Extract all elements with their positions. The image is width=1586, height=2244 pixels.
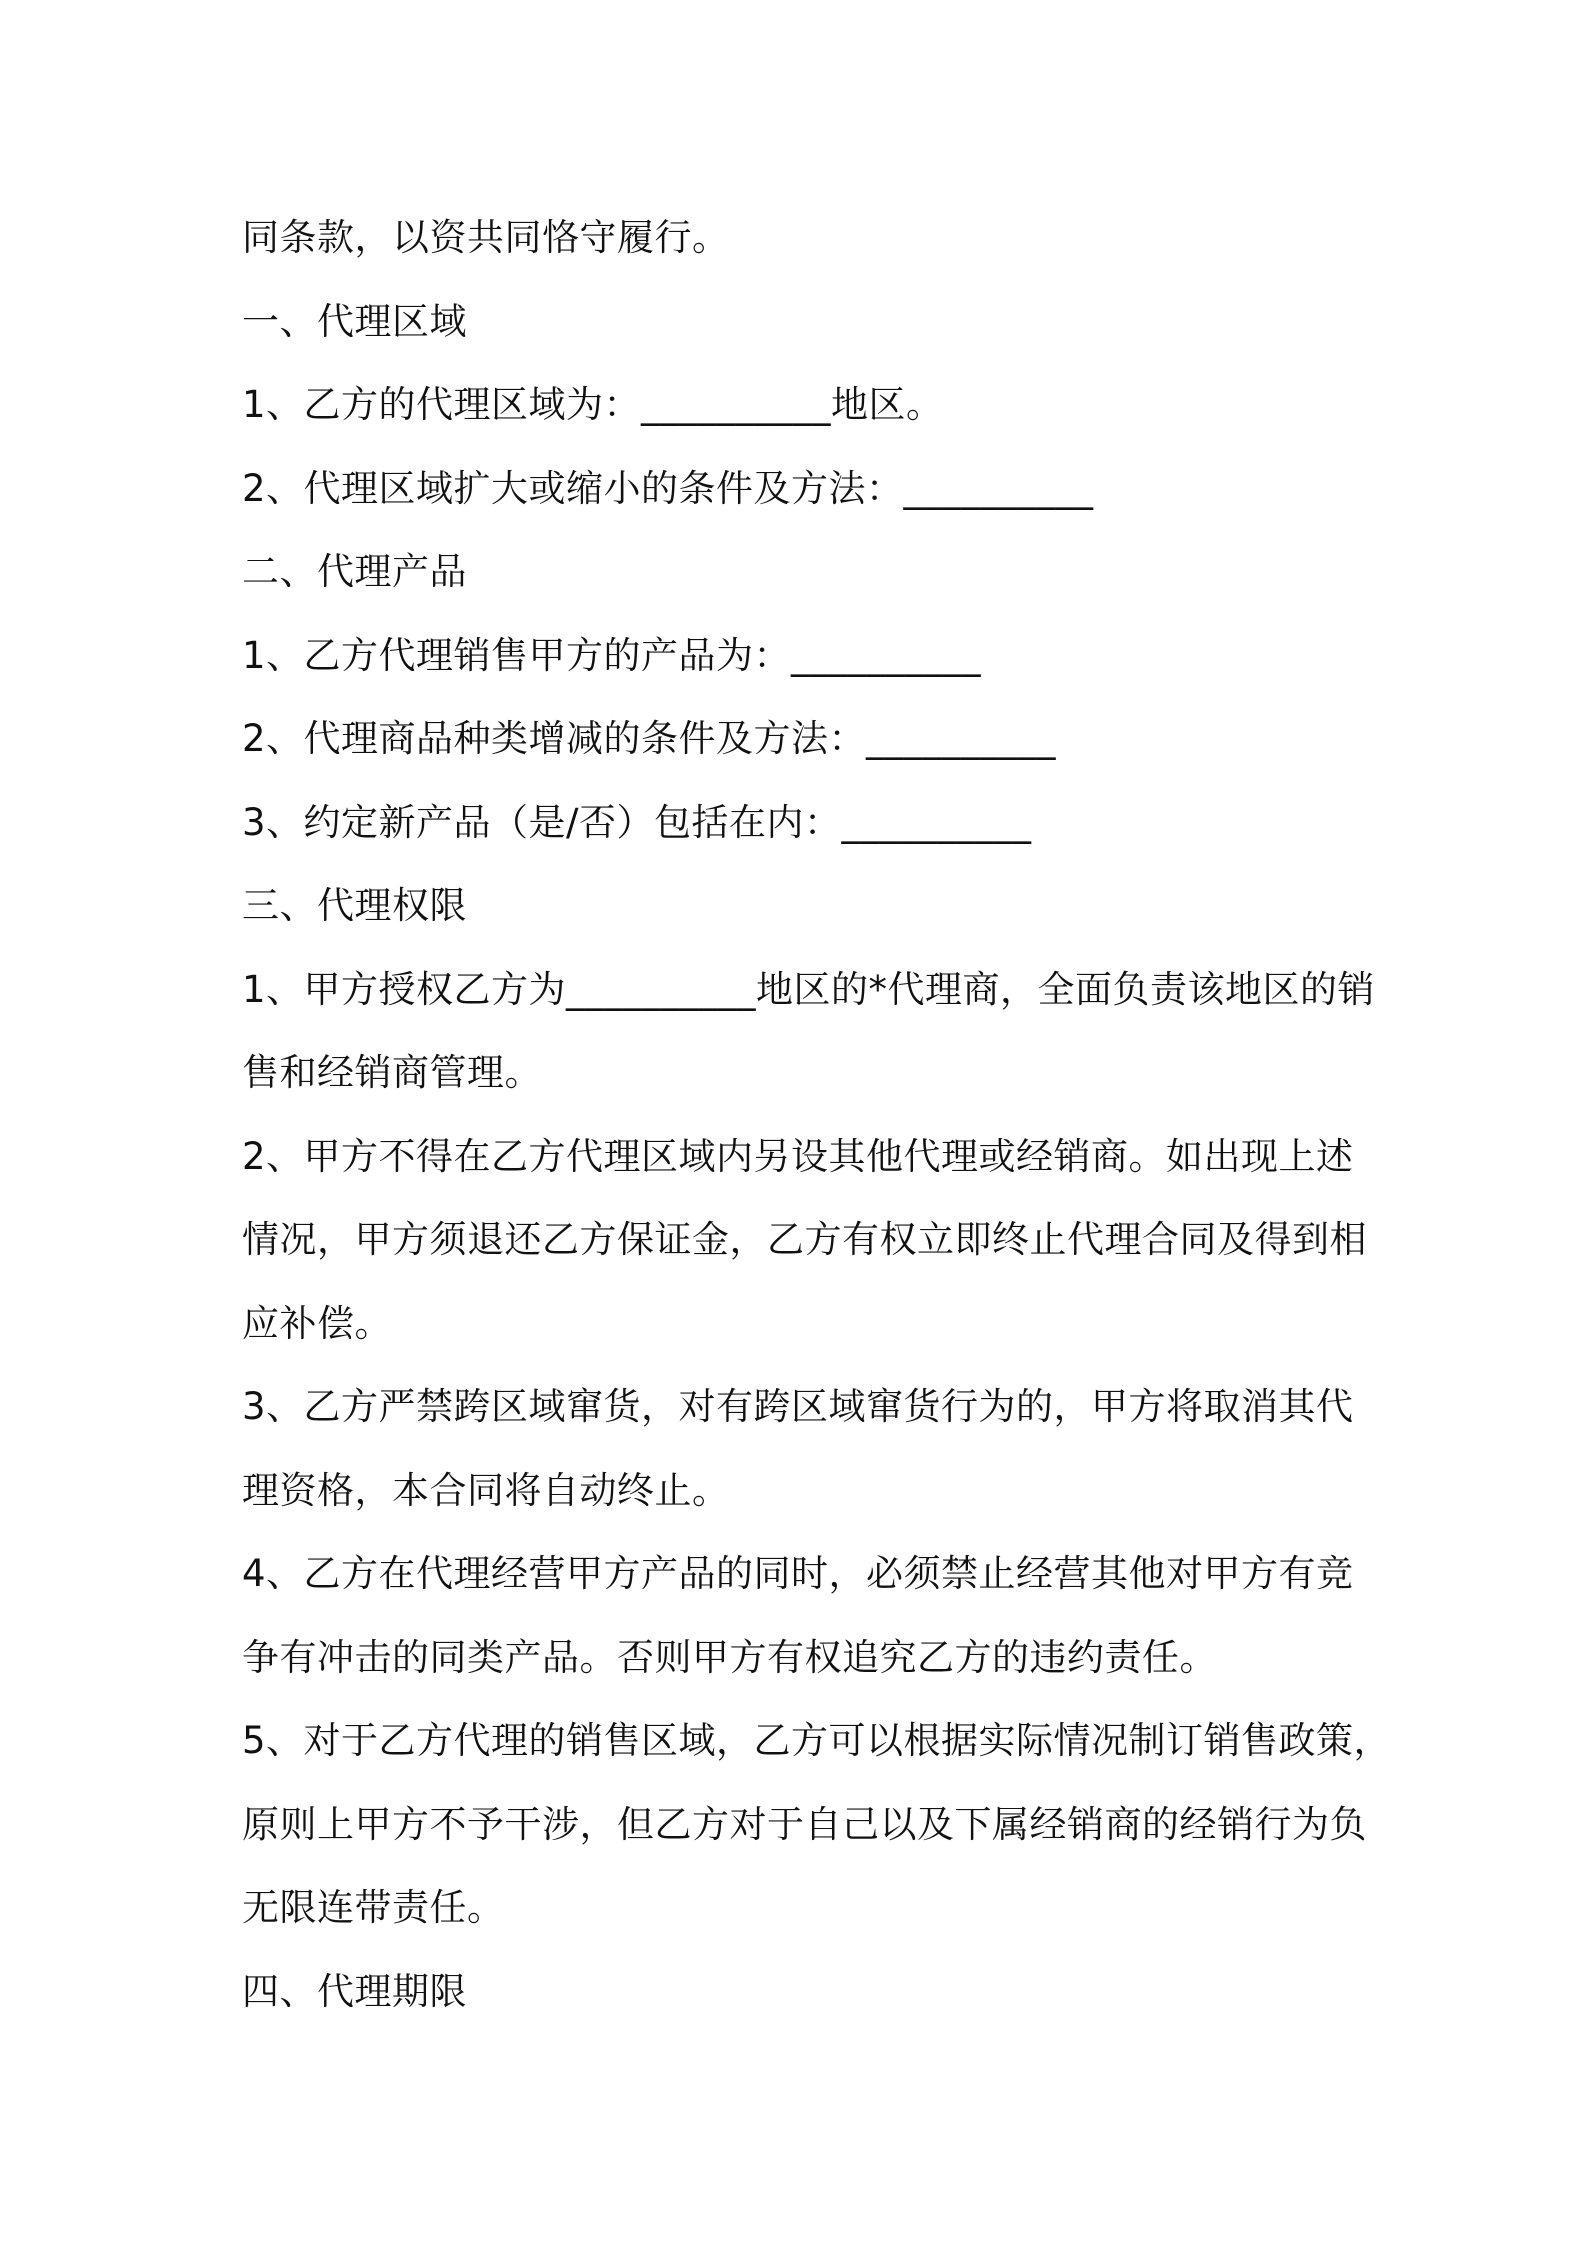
text-line: 理资格，本合同将自动终止。 — [242, 1468, 730, 1512]
section-heading-agency-term: 四、代理期限 — [242, 1969, 467, 2013]
section-heading-agency-authority: 三、代理权限 — [242, 884, 467, 927]
text-line: 2、代理商品种类增减的条件及方法：__________ — [242, 717, 1057, 760]
text-line: 争有冲击的同类产品。否则甲方有权追究乙方的违约责任。 — [242, 1635, 1217, 1679]
text-line: 同条款，以资共同恪守履行。 — [242, 216, 730, 259]
section-heading-agency-products: 二、代理产品 — [242, 550, 467, 593]
text-line: 1、乙方的代理区域为：__________地区。 — [242, 383, 944, 426]
text-line: 2、甲方不得在乙方代理区域内另设其他代理或经销商。如出现上述 — [242, 1134, 1354, 1178]
section-heading-agency-area: 一、代理区域 — [242, 299, 467, 343]
text-line: 1、乙方代理销售甲方的产品为：__________ — [242, 633, 982, 677]
text-line: 5、对于乙方代理的销售区域，乙方可以根据实际情况制订销售政策， — [242, 1719, 1392, 1762]
text-line: 原则上甲方不予干涉，但乙方对于自己以及下属经销商的经销行为负 — [242, 1802, 1367, 1846]
text-line: 4、乙方在代理经营甲方产品的同时，必须禁止经营其他对甲方有竞 — [242, 1552, 1354, 1595]
text-line: 无限连带责任。 — [242, 1886, 505, 1929]
text-line: 2、代理区域扩大或缩小的条件及方法：__________ — [242, 466, 1094, 510]
text-line: 应补偿。 — [242, 1301, 392, 1345]
text-line: 1、甲方授权乙方为__________地区的*代理商，全面负责该地区的销 — [242, 967, 1376, 1011]
document-body — [242, 196, 1392, 2033]
text-line: 3、约定新产品（是/否）包括在内：__________ — [242, 800, 1032, 844]
text-line: 售和经销商管理。 — [242, 1051, 542, 1094]
text-line: 情况，甲方须退还乙方保证金，乙方有权立即终止代理合同及得到相 — [242, 1218, 1367, 1261]
text-line: 3、乙方严禁跨区域窜货，对有跨区域窜货行为的，甲方将取消其代 — [242, 1385, 1354, 1428]
